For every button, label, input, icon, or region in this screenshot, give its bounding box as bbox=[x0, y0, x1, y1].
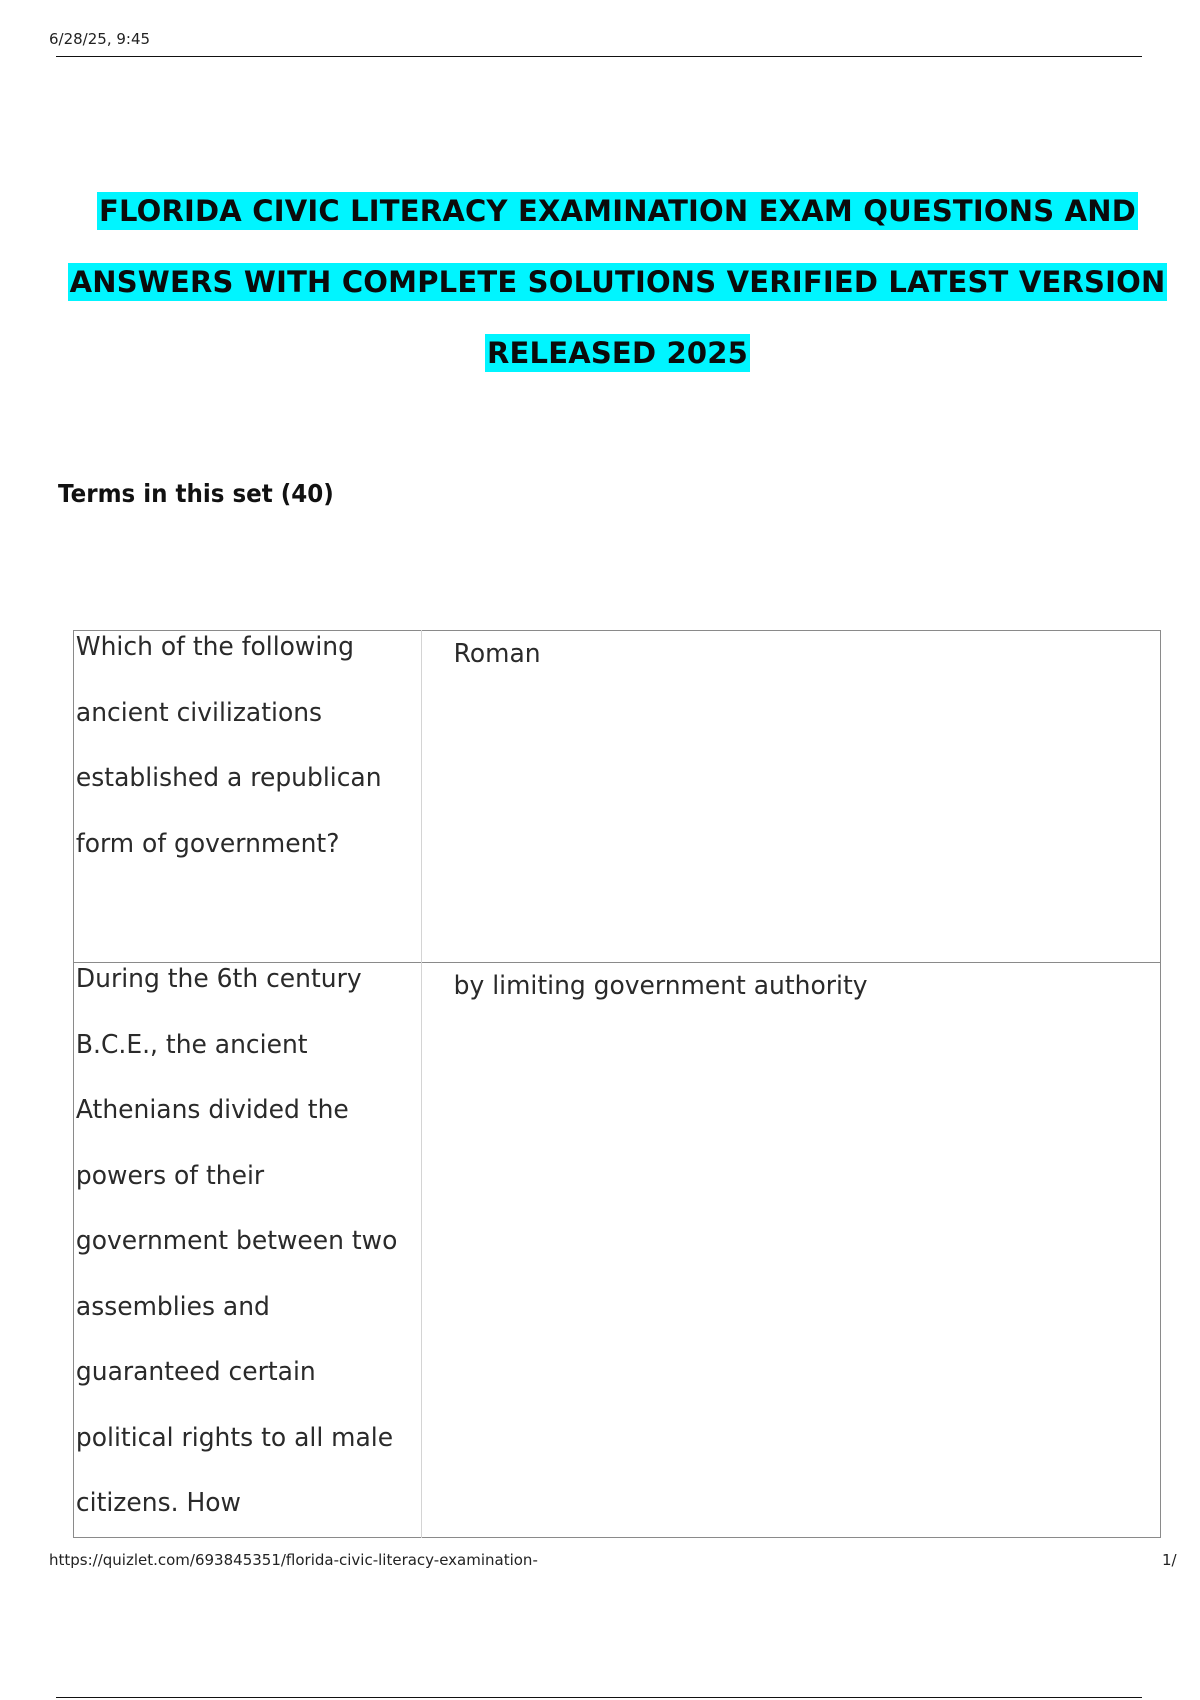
terms-count-heading: Terms in this set (40) bbox=[58, 479, 334, 508]
print-datetime: 6/28/25, 9:45 bbox=[49, 30, 151, 48]
title-line-1: FLORIDA CIVIC LITERACY EXAMINATION EXAM QUESTIONS AND bbox=[99, 194, 1136, 228]
terms-table bbox=[73, 630, 1161, 1538]
footer-divider bbox=[56, 1697, 1142, 1698]
definition-text: Roman bbox=[453, 639, 541, 669]
header-divider bbox=[56, 56, 1142, 57]
term-cell bbox=[74, 963, 422, 1538]
document-title bbox=[40, 192, 1195, 405]
term-cell bbox=[74, 631, 422, 963]
term-text: Which of the following ancient civilizations established a republican form of government? bbox=[75, 632, 382, 859]
term-text: During the 6th century B.C.E., the ancient Athenians divided the powers of their government between two assemblies and guaranteed certain political rights to all male citizens. How bbox=[75, 964, 398, 1518]
table-row bbox=[74, 631, 1161, 963]
definition-cell bbox=[422, 963, 1161, 1538]
table-row bbox=[74, 963, 1161, 1538]
source-url-link[interactable]: https://quizlet.com/693845351/florida-civic-literacy-examination- bbox=[49, 1551, 538, 1569]
title-line-3: RELEASED 2025 bbox=[486, 336, 749, 370]
definition-cell bbox=[422, 631, 1161, 963]
page-number: 1/ bbox=[1162, 1551, 1177, 1569]
title-line-2: ANSWERS WITH COMPLETE SOLUTIONS VERIFIED LATEST VERSION bbox=[69, 265, 1166, 299]
definition-text: by limiting government authority bbox=[453, 971, 868, 1001]
